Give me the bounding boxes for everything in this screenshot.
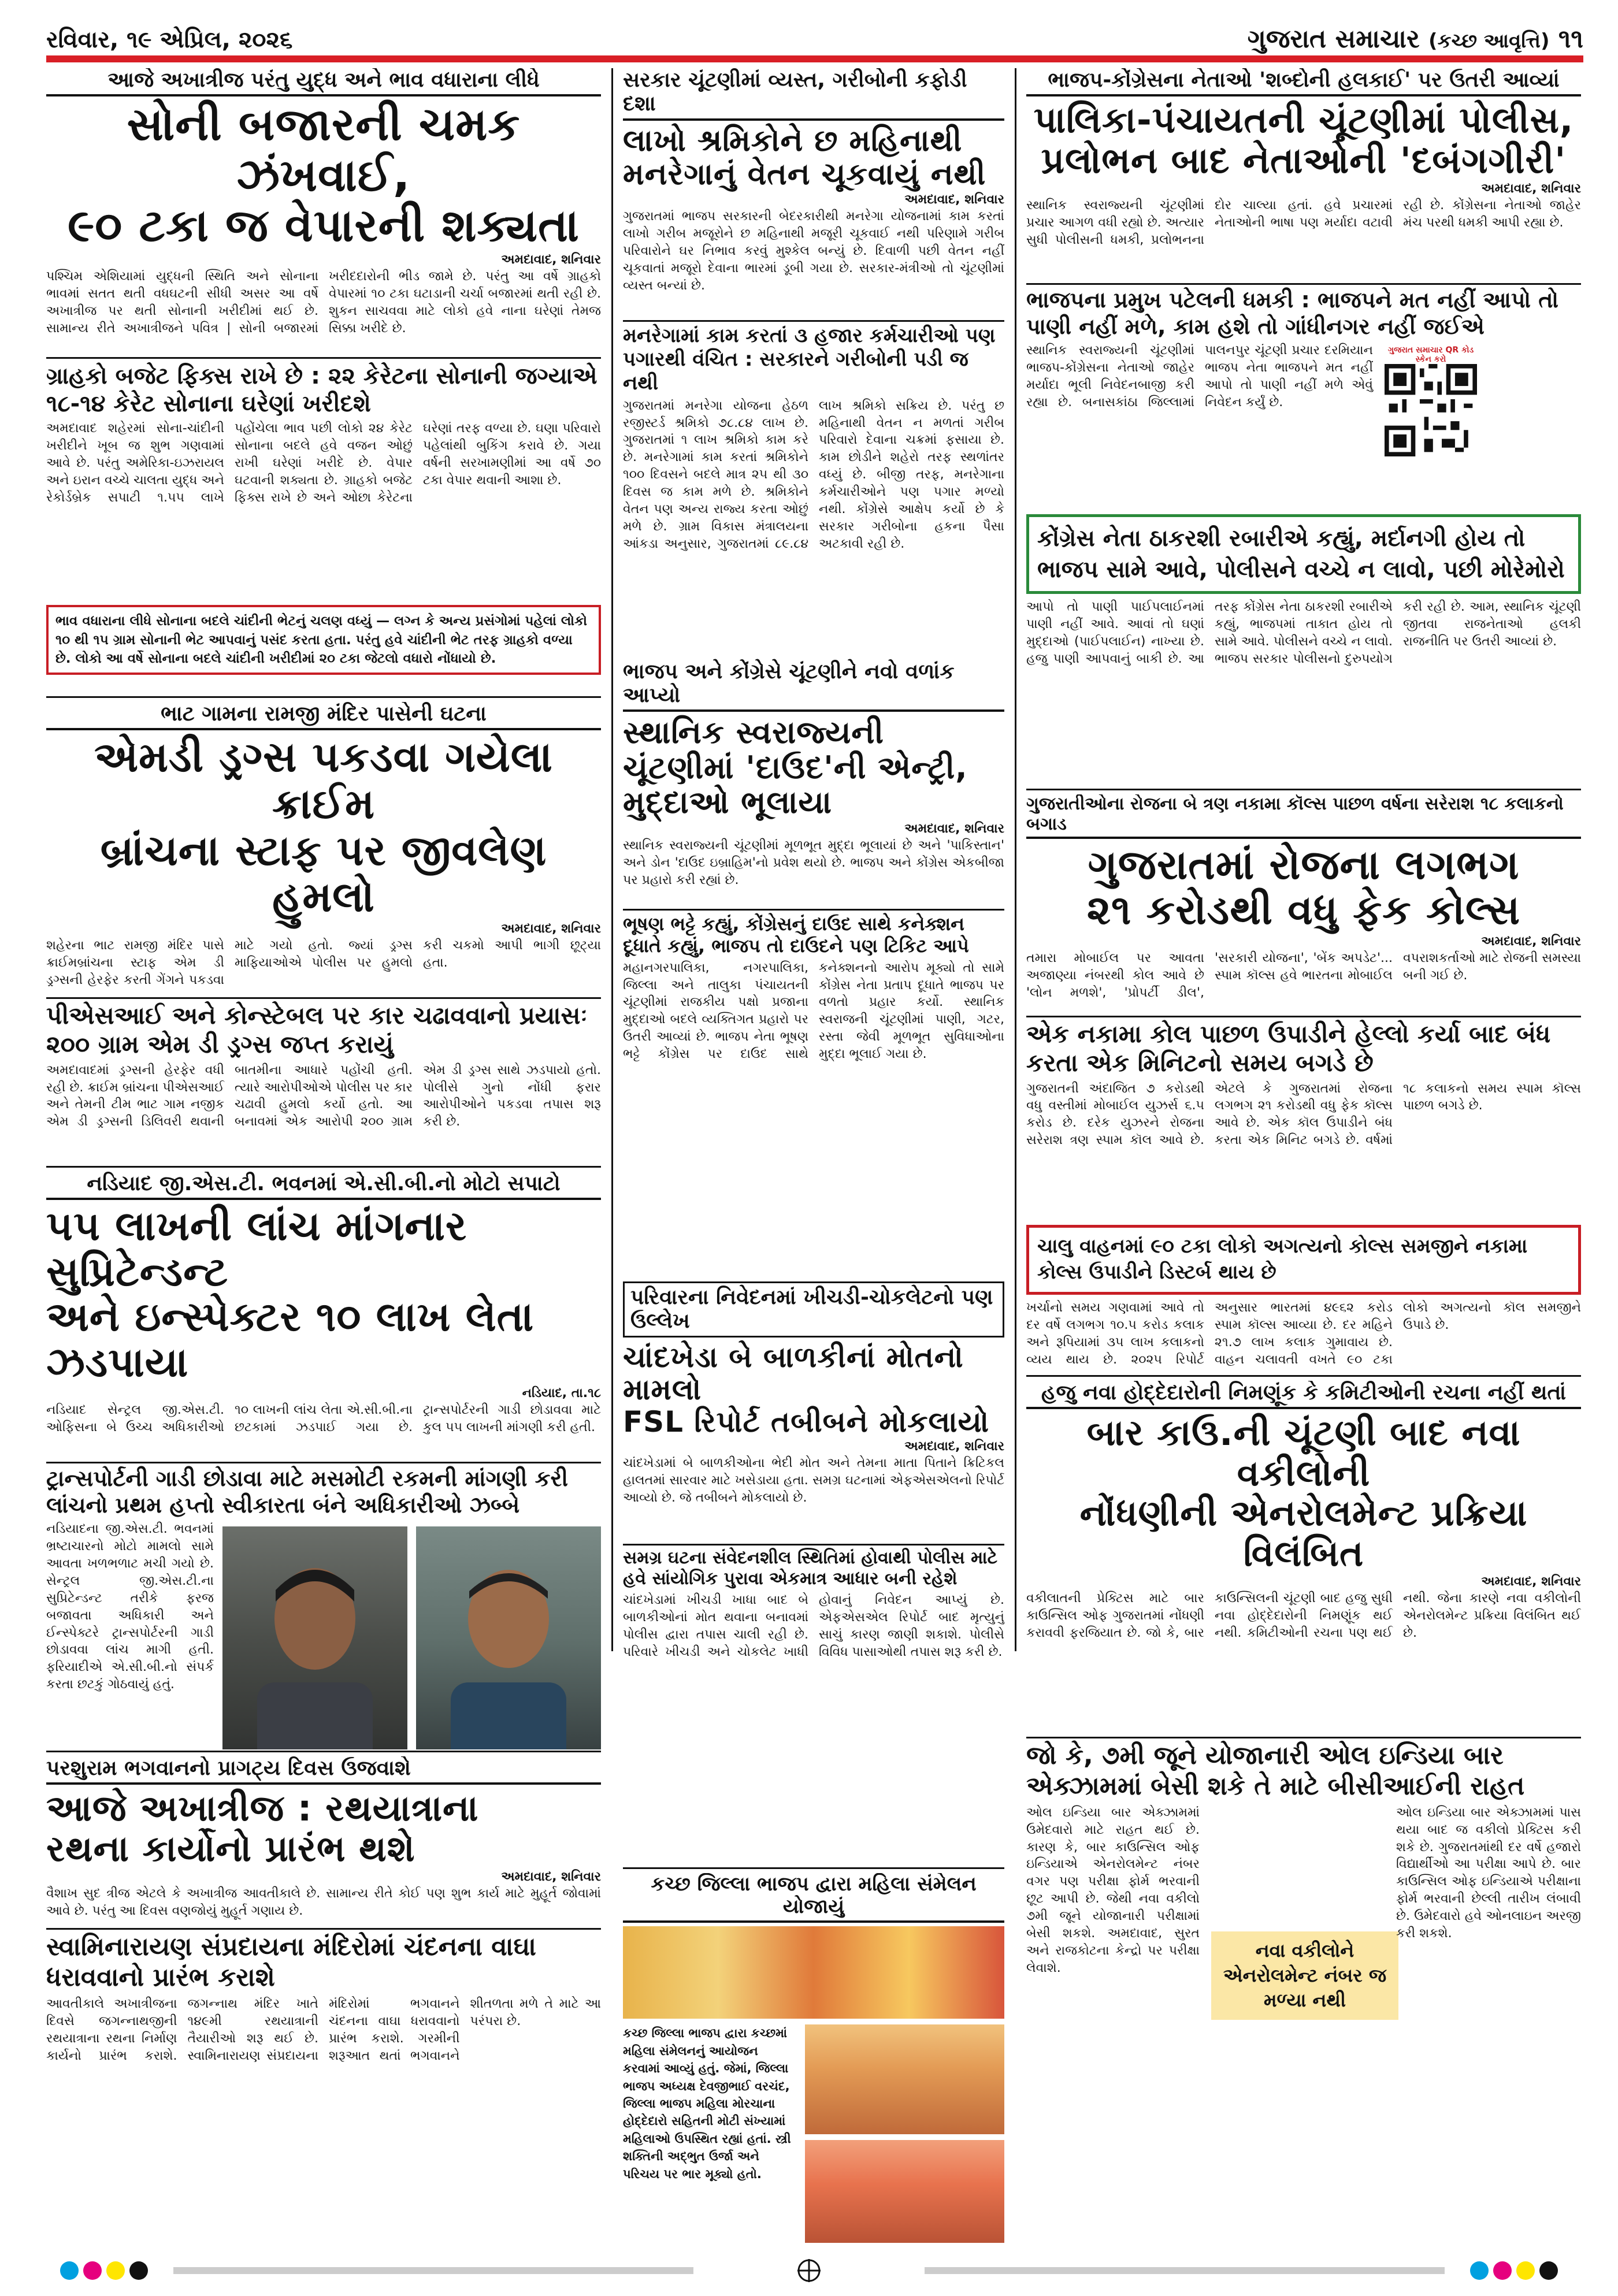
headline: આજે અખાત્રીજ : રથયાત્રાના [46, 1787, 479, 1830]
subheadline: પીએસઆઈ અને કોન્સ્ટેબલ પર કાર ચઢાવવાનો પ્રયાસઃ ૨૦૦ ગ્રામ એમ ડી ડ્રગ્સ જપ્ત કરાયું [46, 997, 601, 1060]
body-text: નડિયાદના જી.એસ.ટી. ભવનમાં ભ્રષ્ટાચારનો મોટો મામલો સામે આવતા ખળભળાટ મચી ગયો છે. સેન્ટ્રલ જી.એસ.ટી.ના સુપ્રિટેન્ડન્ટ તરીકે ફરજ બજાવતા અધિકારી અને ઈન્સ્પેક્ટરે ટ્રાન્સપોર્ટરની ગાડી છોડાવવા લાંચ માગી હતી. ફરિયાદીએ એ.સી.બી.નો સંપર્ક કરતા છટકું ગોઠવાયું હતું. [46, 1522, 214, 1692]
kicker: ભાજપ-કોંગ્રેસના નેતાઓ 'શબ્દોની હલકાઈ' પર ઉતરી આવ્યાં [1026, 68, 1581, 96]
body-text: તમારા મોબાઈલ પર આવતા અજાણ્યા નંબરથી કોલ આવે છે 'લોન મળશે', 'પ્રોપર્ટી ડીલ', 'સરકારી યોજના', 'બેંક અપડેટ'... સ્પામ કૉલ્સ હવે ભારતના મોબાઈલ વપરાશકર્તાઓ માટે રોજની સમસ્યા બની ગઈ છે. [1026, 950, 1581, 1000]
body-text: વૈશાખ સુદ ત્રીજ એટલે કે અખાત્રીજ આવતીકાલે છે. સામાન્ય રીતે કોઈ પણ શુભ કાર્ય માટે મુહૂર્ત જોવામાં આવે છે. પરંતુ આ દિવસ વણજોયું મુહૂર્ત ગણાય છે. [46, 1886, 601, 1919]
body-text: પશ્ચિમ એશિયામાં યુદ્ધની સ્થિતિ અને સોનાના ભાવમાં સતત થતી વધઘટની સીધી અસર આ વર્ષે અખાત્રીજ પર થતી સોનાની ખરીદીમાં થઈ છે. સામાન્ય રીતે અખાત્રીજને પવિત્ર | સોની બજારમાં ખરીદદારોની ભીડ જામે છે. પરંતુ આ વર્ષે ગ્રાહકો વેપારમાં ૧૦ ટકા ઘટાડાની ચર્ચા બજારમાં થતી રહી છે. શુકન સાચવવા માટે લોકો હવે નાના ઘરેણાં તેમજ સિક્કા ખરીદે છે. [46, 269, 601, 336]
dateline: અમદાવાદ, શનિવાર [1481, 181, 1581, 196]
kicker: પરિવારના નિવેદનમાં ખીચડી-ચોકલેટનો પણ ઉલ્લેખ [623, 1281, 1004, 1338]
qr-icon [1385, 364, 1477, 456]
kicker: હજુ નવા હોદ્દેદારોની નિમણૂંક કે કમિટીઓની રચના નહીં થતાં [1026, 1381, 1581, 1409]
headline: ૨૧ કરોડથી વધુ ફેક કોલ્સ [1086, 886, 1521, 934]
headline: પ્રલોભન બાદ નેતાઓની 'દબંગગીરી' [1041, 139, 1567, 181]
photo-caption: કચ્છ જિલ્લા ભાજપ દ્વારા કચ્છમાં મહિલા સંમેલનનું આયોજન કરવામાં આવ્યું હતું. જેમાં, જિલ્લા ભાજપ અધ્યક્ષ દેવજીભાઈ વરચંદ, જિલ્લા ભાજપ મહિલા મોરચાના હોદ્દેદારો સહિતની મોટી સંખ્યામાં મહિલાઓ ઉપસ્થિત રહ્યાં હતાં. સ્ત્રી શક્તિની અદ્ભુત ઉર્જા અને પરિચય પર ભાર મૂક્યો હતો. [623, 2026, 791, 2181]
body-text: સ્થાનિક સ્વરાજ્યની ચૂંટણીમાં ભાજપ-કોંગ્રેસના નેતાઓ જાહેર મર્યાદા ભૂલી નિવેદનબાજી કરી રહ્યા છે. બનાસકાંઠા જિલ્લામાં પાલનપુર ચૂંટણી પ્રચાર દરમિયાન ભાજપ નેતા ભાજપને મત નહીં આપો તો પાણી નહીં મળે એવું નિવેદન કર્યું છે. [1026, 343, 1373, 410]
body-text: વકીલાતની પ્રેક્ટિસ માટે બાર કાઉન્સિલ ઓફ ગુજરાતમાં નોંધણી કરાવવી ફરજિયાત છે. જો કે, બાર કાઉન્સિલની ચૂંટણી બાદ હજુ સુધી નવા હોદ્દેદારોની નિમણૂંક થઈ નથી. કમિટીઓની રચના પણ થઈ નથી. જેના કારણે નવા વકીલોની એનરોલમેન્ટ પ્રક્રિયા વિલંબિત થઈ છે. [1026, 1591, 1581, 1640]
kicker: ગુજરાતીઓના રોજના બે ત્રણ નકામા કૉલ્સ પાછળ વર્ષના સરેરાશ ૧૮ કલાકનો બગાડ [1026, 794, 1581, 839]
body-text: ઓલ ઇન્ડિયા બાર એક્ઝામમાં ઉમેદવારો માટે રાહત થઈ છે. કારણ કે, બાર કાઉન્સિલ ઓફ ઇન્ડિયાએ એનરોલમેન્ટ નંબર વગર પણ પરીક્ષા ફોર્મ ભરવાની છૂટ આપી છે. જેથી નવા વકીલો ૭મી જૂને યોજાનારી પરીક્ષામાં બેસી શકશે. અમદાવાદ, સુરત અને રાજકોટના કેન્દ્રો પર પરીક્ષા લેવાશે. [1026, 1805, 1200, 1975]
headline: ચાંદખેડા બે બાળકીનાં મોતનો મામલો [623, 1340, 964, 1406]
subheadline: સ્વામિનારાયણ સંપ્રદાયના મંદિરોમાં ચંદનના વાઘા ધરાવવાનો પ્રારંભ કરાશે [46, 1928, 601, 1993]
subheadline: ગ્રાહકો બજેટ ફિક્સ રાખે છે : ૨૨ કેરેટના સોનાની જગ્યાએ ૧૮-૧૪ કેરેટ સોનાના ઘરેણાં ખરીદશે [46, 357, 601, 418]
kicker: ભાટ ગામના રામજી મંદિર પાસેની ઘટના [46, 702, 601, 730]
headline: બાર કાઉ.ની ચૂંટણી બાદ નવા વકીલોની [1086, 1411, 1521, 1494]
body-text: ગુજરાતમાં મનરેગા યોજના હેઠળ રજીસ્ટર્ડ શ્રમિકો ૭૮.૮૪ લાખ છે. ગુજરાતમાં ૧ લાખ શ્રમિકો કામ કરે છે. મનરેગામાં કામ કરતાં શ્રમિકોને ૧૦૦ દિવસને બદલે માત્ર ૨૫ થી ૩૦ દિવસ જ કામ મળે છે. શ્રમિકોને વેતન પણ અન્ય રાજ્ય કરતા ઓછું મળે છે. ગ્રામ વિકાસ મંત્રાલયના આંકડા અનુસાર, ગુજરાતમાં ૮૯.૮૪ લાખ શ્રમિકો સક્રિય છે. પરંતુ છ મહિનાથી વેતન ન મળતાં ગરીબ પરિવારો દેવાના ચક્રમાં ફસાયા છે. કામ છોડીને શહેરો તરફ સ્થળાંતર વધ્યું છે. બીજી તરફ, મનરેગાના કર્મચારીઓને પણ પગાર મળ્યો નથી. કોંગ્રેસે આક્ષેપ કર્યો છે કે સરકાર ગરીબોના હકના પૈસા અટકાવી રહી છે. [623, 398, 1004, 551]
dateline: અમદાવાદ, શનિવાર [1481, 934, 1581, 949]
section-rule [46, 1751, 601, 1752]
article-drugs [46, 702, 601, 1164]
section-rule [46, 696, 601, 698]
person-icon [416, 1526, 601, 1749]
quote-box: કોંગ્રેસ નેતા ઠાકરશી રબારીએ કહ્યું, મર્દાનગી હોય તો ભાજપ સામે આવે, પોલીસને વચ્ચે ન લાવો, પછી મોરેમોરો [1026, 514, 1581, 594]
page-header [46, 22, 1583, 58]
body-with-photos [46, 1521, 601, 1749]
page-number: ૧૧ [1558, 24, 1583, 54]
body-text: ગુજરાતમાં ભાજપ સરકારની બેદરકારીથી મનરેગા યોજનામાં કામ કરતાં લાખો ગરીબ મજૂરોને છ મહિનાથી મજૂરી ચૂકવાઈ નથી પરિણામે ગરીબ પરિવારોને ઘર નિભાવ કરવું મુશ્કેલ બન્યું છે. દિવાળી પછી વેતન નહીં ચૂકવાતાં મજૂરો દેવાના ભારમાં ડૂબી ગયા છે. સરકાર-મંત્રીઓ તો ચૂંટણીમાં વ્યસ્ત બન્યાં છે. [623, 209, 1004, 293]
dateline: અમદાવાદ, શનિવાર [904, 1439, 1004, 1454]
headline: નોંધણીની એનરોલમેન્ટ પ્રક્રિયા વિલંબિત [1079, 1492, 1528, 1574]
subheadline: ભાજપના પ્રમુખ પટેલની ધમકી : ભાજપને મત નહીં આપો તો પાણી નહીં મળે, કામ હશે તો ગાંધીનગર નહીં જઈએ [1026, 283, 1581, 340]
highlight-box: ભાવ વધારાના લીધે સોનાના બદલે ચાંદીની ભેટનું ચલણ વધ્યું — લગ્ન કે અન્ય પ્રસંગોમાં પહેલાં લોકો ૧૦ થી ૧૫ ગ્રામ સોનાની ભેટ આપવાનું પસંદ કરતા હતા. પરંતુ હવે ચાંદીની ભેટ તરફ ગ્રાહકો વળ્યા છે. લોકો આ વર્ષે સોનાના બદલે ચાંદીની ખરીદીમાં ૨૦ ટકા જેટલો વધારો નોંધાયો છે. [46, 605, 601, 675]
kicker: નડિયાદ જી.એસ.ટી. ભવનમાં એ.સી.બી.નો મોટો સપાટો [46, 1172, 601, 1200]
dateline: અમદાવાદ, શનિવાર [501, 252, 601, 268]
section-rule [623, 1867, 1004, 1869]
headline: ગુજરાતમાં રોજના લગભગ [1088, 841, 1520, 889]
accused-photo-2 [416, 1526, 601, 1749]
article-gold-market [46, 68, 601, 692]
body-text: સ્થાનિક સ્વરાજ્યની ચૂંટણીમાં મૂળભૂત મુદ્દા ભૂલાયાં છે અને 'પાકિસ્તાન' અને ડોન 'દાઉદ ઇબ્રાહિમ'નો પ્રવેશ થયો છે. ભાજપ અને કોંગ્રેસ એકબીજા પર પ્રહારો કરી રહ્યાં છે. [623, 838, 1004, 887]
headline: સોની બજારની ચમક ઝંખવાઈ, [127, 99, 521, 202]
article-acb-bribe [46, 1172, 601, 1749]
body-with-highlight [1026, 1804, 1581, 2151]
subheadline: ભૂષણ ભટ્ટે કહ્યું, કોંગ્રેસનું દાઉદ સાથે કનેક્શન દૂધાતે કહ્યું, ભાજપ તો દાઉદને પણ ટિકિટ આપે [623, 909, 1004, 957]
body-text: સ્થાનિક સ્વરાજ્યની ચૂંટણીમાં પ્રચાર આગળ વધી રહ્યો છે. અત્યાર સુધી પોલીસની ધમકી, પ્રલોભનના દોર ચાલ્યા હતાં. હવે પ્રચારમાં નેતાઓની ભાષા પણ મર્યાદા વટાવી રહી છે. કોંગ્રેસના નેતાઓ જાહેર મંચ પરથી ધમકી આપી રહ્યા છે. [1026, 198, 1581, 248]
photo-grid [623, 1926, 1004, 2243]
headline: એમડી ડ્રગ્સ પકડવા ગયેલા ક્રાઈમ [94, 733, 553, 829]
kicker: આજે અખાત્રીજ પરંતુ યુદ્ધ અને ભાવ વધારાના લીધે [46, 68, 601, 96]
body-text: મહાનગરપાલિકા, નગરપાલિકા, જિલ્લા અને તાલુકા પંચાયતની ચૂંટણીમાં રાજકીય પક્ષો પ્રજાના મુદ્દાઓ બદલે વ્યક્તિગત પ્રહારો પર ઉતરી આવ્યાં છે. ભાજપ નેતા ભૂષણ ભટ્ટે કોંગ્રેસ પર દાઉદ સાથે કનેક્શનનો આરોપ મૂક્યો તો સામે કોંગ્રેસ નેતા પ્રતાપ દૂધાતે ભાજપ પર વળતો પ્રહાર કર્યો. સ્થાનિક સ્વરાજની ચૂંટણીમાં પાણી, ગટર, રસ્તા જેવી મૂળભૂત સુવિધાઓના મુદ્દા ભૂલાઈ ગયા છે. [623, 960, 1004, 1062]
section-rule [1026, 1375, 1581, 1377]
body-text: ચાંદખેડામાં બે બાળકીઓના ભેદી મોત અને તેમના માતા પિતાને ક્રિટિકલ હાલતમાં સારવાર માટે ખસેડાયા હતા. સમગ્ર ઘટનામાં એફએસએલનો રિપોર્ટ આવ્યો છે. જે તબીબને મોકલાયો છે. [623, 1455, 1004, 1505]
edition: (કચ્છ આવૃત્તિ) [1428, 29, 1550, 53]
header-rule [46, 55, 1583, 62]
event-photo-stage [623, 1926, 1004, 2019]
person-icon [222, 1526, 407, 1749]
highlight-panel: નવા વકીલોને એનરોલમેન્ટ નંબર જ મળ્યા નથી [1211, 1931, 1398, 2020]
subheadline: એક નકામા કોલ પાછળ ઉપાડીને હેલ્લો કર્યા બાદ બંધ કરતા એક મિનિટનો સમય બગડે છે [1026, 1016, 1581, 1078]
body-text: આપો તો પાણી પાઈપલાઈનમાં પાણી નહીં આવે. આવાં તો ઘણાં મુદ્દાઓ (પાઈપલાઈન) નાખ્યા છે. હજુ પાણી આપવાનું બાકી છે. આ તરફ કોંગ્રેસ નેતા ઠાકરશી રબારીએ કહ્યું, ભાજપમાં તાકાત હોય તો સામે આવે. પોલીસને વચ્ચે ન લાવો. ભાજપ સરકાર પોલીસનો દુરુપયોગ કરી રહી છે. આમ, સ્થાનિક ચૂંટણી જીતવા રાજનેતાઓ હલકી રાજનીતિ પર ઉતરી આવ્યાં છે. [1026, 600, 1581, 667]
body-text: અમદાવાદમાં ડ્રગ્સની હેરફેર વધી રહી છે. ક્રાઈમ બ્રાંચના પીએસઆઈ અને તેમની ટીમ ભાટ ગામ નજીક એમ ડી ડ્રગ્સની ડિલિવરી થવાની બાતમીના આધારે પહોંચી હતી. ત્યારે આરોપીઓએ પોલીસ પર કાર ચઢાવી હુમલો કર્યો હતો. આ બનાવમાં એક આરોપી ૨૦૦ ગ્રામ એમ ડી ડ્રગ્સ સાથે ઝડપાયો હતો. પોલીસે ગુનો નોંધી ફરાર આરોપીઓને પકડવા તપાસ શરૂ કરી છે. [46, 1062, 601, 1130]
column-divider [611, 68, 613, 1651]
dateline: અમદાવાદ, શનિવાર [501, 921, 601, 936]
article-mahila-sammelan [623, 1873, 1004, 2243]
print-footer [0, 2253, 1618, 2288]
photo-caption-box [623, 2024, 796, 2243]
issue-date: રવિવાર, ૧૯ એપ્રિલ, ૨૦૨૬ [46, 27, 293, 53]
body-text: ચાંદખેડામાં ખીચડી ખાધા બાદ બે બાળકીઓનાં મોત થવાના બનાવમાં પોલીસ દ્વારા તપાસ ચાલી રહી છે. પરિવારે ખીચડી અને ચોકલેટ ખાધી હોવાનું નિવેદન આપ્યું છે. એફએસએલ રિપોર્ટ બાદ મૃત્યુનું સાચું કારણ જાણી શકાશે. પોલીસે વિવિધ પાસાઓથી તપાસ શરૂ કરી છે. [623, 1592, 1004, 1659]
kicker: કચ્છ જિલ્લા ભાજપ દ્વારા મહિલા સંમેલન યોજાયું [623, 1873, 1004, 1923]
body-text: નડિયાદ સેન્ટ્રલ જી.એસ.ટી. ઓફિસના બે ઉચ્ચ અધિકારીઓ ૧૦ લાખની લાંચ લેતા એ.સી.બી.ના છટકામાં ઝડપાઈ ગયા છે. ટ્રાન્સપોર્ટરની ગાડી છોડાવવા માટે કુલ ૫૫ લાખની માંગણી કરી હતી. [46, 1402, 601, 1435]
paper-name: ગુજરાત સમાચાર [1247, 24, 1420, 54]
section-rule [46, 1166, 601, 1168]
qr-label: ગુજરાત સમાચાર QR કોડ સ્કેન કરો [1387, 345, 1474, 365]
headline: લાખો શ્રમિકોને છ મહિનાથી મનરેગાનું વેતન ચૂકવાયું નથી [623, 123, 986, 192]
event-photo-crowd-2 [805, 2140, 1004, 2243]
article-fake-calls [1026, 794, 1581, 1372]
article-bar-council [1026, 1381, 1581, 2242]
body-text: ખર્ચાનો સમય ગણવામાં આવે તો દર વર્ષે લગભગ ૧૦.૫ કરોડ કલાક અને રૂપિયામાં ૩૫ લાખ કલાકનો વ્યય થાય છે. ૨૦૨૫ રિપોર્ટ અનુસાર ભારતમાં ૪૯૬૨ કરોડ સ્પામ કૉલ્સ આવ્યા છે. દર મહિને ૨૧.૭ લાખ કલાક ગુમાવાય છે. વાહન ચલાવતી વખતે ૯૦ ટકા લોકો અગત્યનો કૉલ સમજીને ઉપાડે છે. [1026, 1301, 1581, 1368]
headline: ૯૦ ટકા જ વેપારની શક્યતા [68, 200, 580, 252]
body-text: ગુજરાતની અંદાજિત ૭ કરોડથી વધુ વસ્તીમાં મોબાઈલ યુઝર્સ ૬.૫ કરોડ છે. દરેક યુઝરને રોજના સરેરાશ ત્રણ સ્પામ કૉલ આવે છે. એટલે કે ગુજરાતમાં રોજના લગભગ ૨૧ કરોડથી વધુ ફેક કૉલ્સ આવે છે. એક કૉલ ઉપાડીને બંધ કરતા એક મિનિટ બગડે છે. વર્ષમાં ૧૮ કલાકનો સમય સ્પામ કૉલ્સ પાછળ બગડે છે. [1026, 1081, 1581, 1148]
headline: FSL રિપોર્ટ તબીબને મોકલાયો [623, 1405, 990, 1439]
subheadline: મનરેગામાં કામ કરતાં ૩ હજાર કર્મચારીઓ પણ પગારથી વંચિત : સરકારને ગરીબોની પડી જ નથી [623, 320, 1004, 395]
qr-code[interactable] [1385, 345, 1477, 459]
headline: બ્રાંચના સ્ટાફ પર જીવલેણ હુમલો [100, 826, 547, 922]
registration-marks [0, 2253, 1618, 2288]
headline: રથના કાર્યોનો પ્રારંભ થશે [46, 1827, 415, 1870]
kicker: ભાજપ અને કોંગ્રેસે ચૂંટણીને નવો વળાંક આપ્યો [623, 660, 1004, 712]
article-fsl [623, 1281, 1004, 1865]
dateline: અમદાવાદ, શનિવાર [1481, 1574, 1581, 1589]
subheadline: સમગ્ર ઘટના સંવેદનશીલ સ્થિતિમાં હોવાથી પોલીસ માટે હવે સાંયોગિક પુરાવા એકમાત્ર આધાર બની રહેશે [623, 1544, 1004, 1589]
body-text: અમદાવાદ શહેરમાં સોના-ચાંદીની ખરીદીને ખૂબ જ શુભ ગણવામાં આવે છે. પરંતુ અમેરિકા-ઇઝરાયલ અને ઇરાન વચ્ચે ચાલતા યુદ્ધ અને રેકોર્ડબ્રેક સપાટી ૧.૫૫ લાખે પહોંચેલા ભાવ પછી લોકો ૨૪ કેરેટ સોનાના બદલે હવે વજન ઓછું રાખી ઘરેણાં ખરીદે છે. વેપાર ઘટવાની શક્યતા છે. ગ્રાહકો બજેટ ફિક્સ રાખે છે અને ઓછા કેરેટના ઘરેણાં તરફ વળ્યા છે. ઘણા પરિવારો પહેલાંથી બુકિંગ કરાવે છે. ગયા વર્ષની સરખામણીમાં આ વર્ષે ૭૦ ટકા વેપાર થવાની આશા છે. [46, 421, 601, 506]
kicker: સરકાર ચૂંટણીમાં વ્યસ્ત, ગરીબોની કફોડી દશા [623, 68, 1004, 121]
section-rule [1026, 789, 1581, 790]
body-text: ઓલ ઇન્ડિયા બાર એક્ઝામમાં પાસ થયા બાદ જ વકીલો પ્રેક્ટિસ કરી શકે છે. ગુજરાતમાંથી દર વર્ષે હજારો વિદ્યાર્થીઓ આ પરીક્ષા આપે છે. બાર કાઉન્સિલ ઓફ ઇન્ડિયાએ પરીક્ષાના ફોર્મ ભરવાની છેલ્લી તારીખ લંબાવી છે. ઉમેદવારો હવે ઓનલાઇન અરજી કરી શકશે. [1396, 1805, 1581, 1941]
body-with-qr [1026, 342, 1581, 510]
accused-photo-1 [222, 1526, 407, 1749]
dateline: નડિયાદ, તા.૧૮ [522, 1385, 601, 1400]
body-text: આવતીકાલે અખાત્રીજના દિવસે જગન્નાથજીની રથયાત્રાના રથના નિર્માણ કાર્યનો પ્રારંભ કરાશે. જગન્નાથ મંદિર ખાતે ૧૪૯મી રથયાત્રાની તૈયારીઓ શરૂ થઈ છે. સ્વામિનારાયણ સંપ્રદાયના મંદિરોમાં ભગવાનને ચંદનના વાઘા ધરાવવાનો પ્રારંભ કરાશે. ગરમીની શરૂઆત થતાં ભગવાનને શીતળતા મળે તે માટે આ પરંપરા છે. [46, 1996, 601, 2063]
headline: સ્થાનિક સ્વરાજ્યની ચૂંટણીમાં 'દાઉદ'ની એન્ટ્રી, મુદ્દાઓ ભૂલાયા [623, 714, 968, 821]
dateline: અમદાવાદ, શનિવાર [904, 821, 1004, 836]
dateline: અમદાવાદ, શનિવાર [501, 1870, 601, 1885]
article-akhatrij [46, 1756, 601, 2242]
subheadline: ટ્રાન્સપોર્ટની ગાડી છોડાવા માટે મસમોટી રકમની માંગણી કરી લાંચનો પ્રથમ હપ્તો સ્વીકારતા બંને અધિકારીઓ ઝબ્બે [46, 1462, 601, 1518]
dateline: અમદાવાદ, શનિવાર [904, 192, 1004, 207]
event-photo-crowd-1 [805, 2024, 1004, 2134]
kicker: પરશુરામ ભગવાનનો પ્રાગટ્ય દિવસ ઉજવાશે [46, 1756, 601, 1785]
subheadline: જો કે, ૭મી જૂને યોજાનારી ઓલ ઇન્ડિયા બાર એક્ઝામમાં બેસી શકે તે માટે બીસીઆઈની રાહત [1026, 1737, 1581, 1802]
headline: અને ઇન્સ્પેક્ટર ૧૦ લાખ લેતા ઝડપાયા [46, 1293, 535, 1386]
highlight-box: ચાલુ વાહનમાં ૯૦ ટકા લોકો અગત્યનો કોલ્સ સમજીને નકામા કોલ્સ ઉપાડીને ડિસ્ટર્બ થાય છે [1026, 1225, 1581, 1295]
article-mnrega [623, 68, 1004, 1276]
headline: ૫૫ લાખની લાંચ માંગનાર સુપ્રિટેન્ડન્ટ [46, 1202, 467, 1295]
column-divider [1015, 68, 1016, 1651]
article-election-police [1026, 68, 1581, 785]
body-text: શહેરના ભાટ રામજી મંદિર પાસે ક્રાઈમબ્રાંચના સ્ટાફ એમ ડી ડ્રગ્સની હેરફેર કરતી ગેંગને પકડવા માટે ગયો હતો. જ્યાં ડ્રગ્સ માફિયાઓએ પોલીસ પર હુમલો કરી ચકમો આપી ભાગી છૂટ્યા હતા. [46, 938, 601, 987]
headline: પાલિકા-પંચાયતની ચૂંટણીમાં પોલીસ, [1033, 99, 1574, 142]
masthead [1248, 24, 1583, 54]
